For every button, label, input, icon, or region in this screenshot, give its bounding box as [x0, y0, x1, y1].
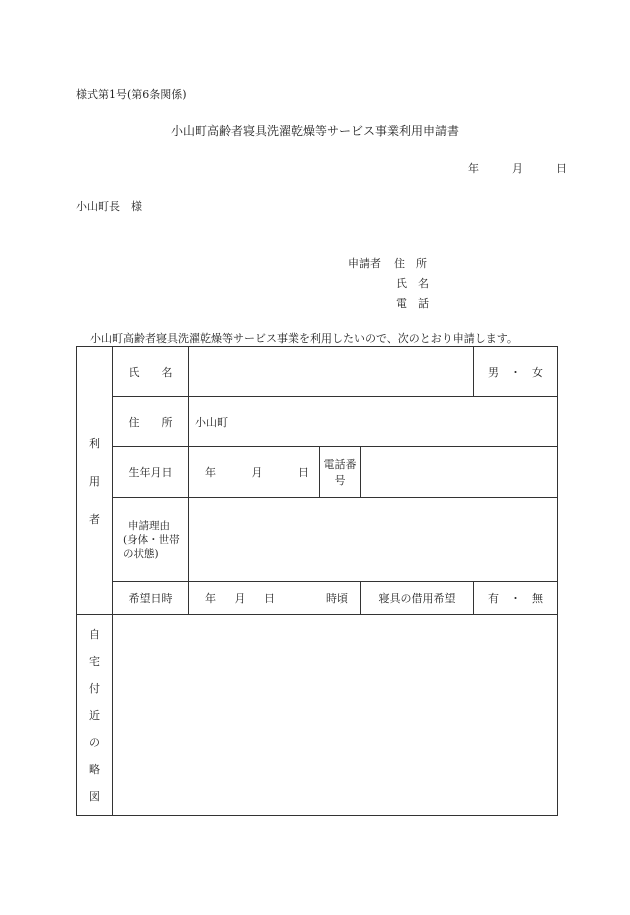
reason-label — [113, 498, 189, 582]
name-field[interactable] — [189, 347, 474, 397]
address-field[interactable] — [189, 397, 558, 447]
map-char: 自 — [89, 628, 100, 641]
applicant-role: 申請者 — [348, 257, 381, 270]
phone-field[interactable] — [361, 447, 558, 498]
gender-options[interactable]: 男 ・ 女 — [474, 347, 558, 397]
birthdate-label: 生年月日 — [113, 447, 189, 498]
date-day: 日 — [556, 162, 567, 175]
bedding-loan-label: 寝具の借用希望 — [361, 582, 474, 615]
desired-date-field[interactable] — [189, 582, 361, 615]
bedding-loan-options[interactable]: 有 ・ 無 — [474, 582, 558, 615]
applicant-phone-label: 電 話 — [396, 297, 429, 310]
map-char: 近 — [89, 709, 100, 722]
application-table — [76, 346, 558, 816]
date-year: 年 — [468, 162, 479, 175]
user-char: 用 — [89, 474, 100, 488]
form-title: 小山町高齢者寝具洗濯乾燥等サービス事業利用申請書 — [170, 124, 459, 138]
user-char: 利 — [89, 436, 100, 450]
map-char: 付 — [89, 682, 100, 695]
map-char: 宅 — [89, 655, 100, 668]
reason-field[interactable] — [189, 498, 558, 582]
birthdate-field[interactable] — [189, 447, 320, 498]
desired-day: 日 — [264, 592, 275, 605]
applicant-address-label: 住 所 — [394, 257, 427, 270]
map-area[interactable] — [113, 615, 558, 816]
address-label: 住 所 — [113, 397, 189, 447]
addressee: 小山町長 様 — [76, 200, 142, 213]
user-section-label — [77, 347, 113, 615]
desired-time: 時頃 — [326, 592, 348, 605]
reason-label-line3: の状態) — [123, 547, 159, 560]
birth-month: 月 — [251, 466, 263, 479]
applicant-name-label: 氏 名 — [396, 277, 429, 290]
map-char: 図 — [89, 790, 100, 803]
desired-month: 月 — [234, 592, 246, 605]
map-char: の — [89, 736, 100, 749]
reason-label-line1: 申請理由 — [128, 519, 170, 532]
applicant-block — [348, 254, 429, 314]
form-number: 様式第1号(第6条関係) — [76, 88, 187, 101]
reason-label-line2: (身体・世帯 — [123, 533, 180, 546]
date-month: 月 — [512, 162, 523, 175]
birth-day: 日 — [298, 466, 309, 479]
date-line — [468, 160, 567, 176]
desired-date-label: 希望日時 — [113, 582, 189, 615]
address-prefix: 小山町 — [195, 415, 228, 429]
desired-year: 年 — [205, 592, 216, 605]
intro-text: 小山町高齢者寝具洗濯乾燥等サービス事業を利用したいので、次のとおり申請します。 — [90, 332, 518, 345]
name-label: 氏 名 — [113, 347, 189, 397]
user-char: 者 — [89, 512, 100, 526]
birth-year: 年 — [205, 466, 216, 479]
map-section-label — [77, 615, 113, 816]
map-char: 略 — [89, 763, 100, 776]
phone-label: 電話番号 — [320, 447, 361, 498]
